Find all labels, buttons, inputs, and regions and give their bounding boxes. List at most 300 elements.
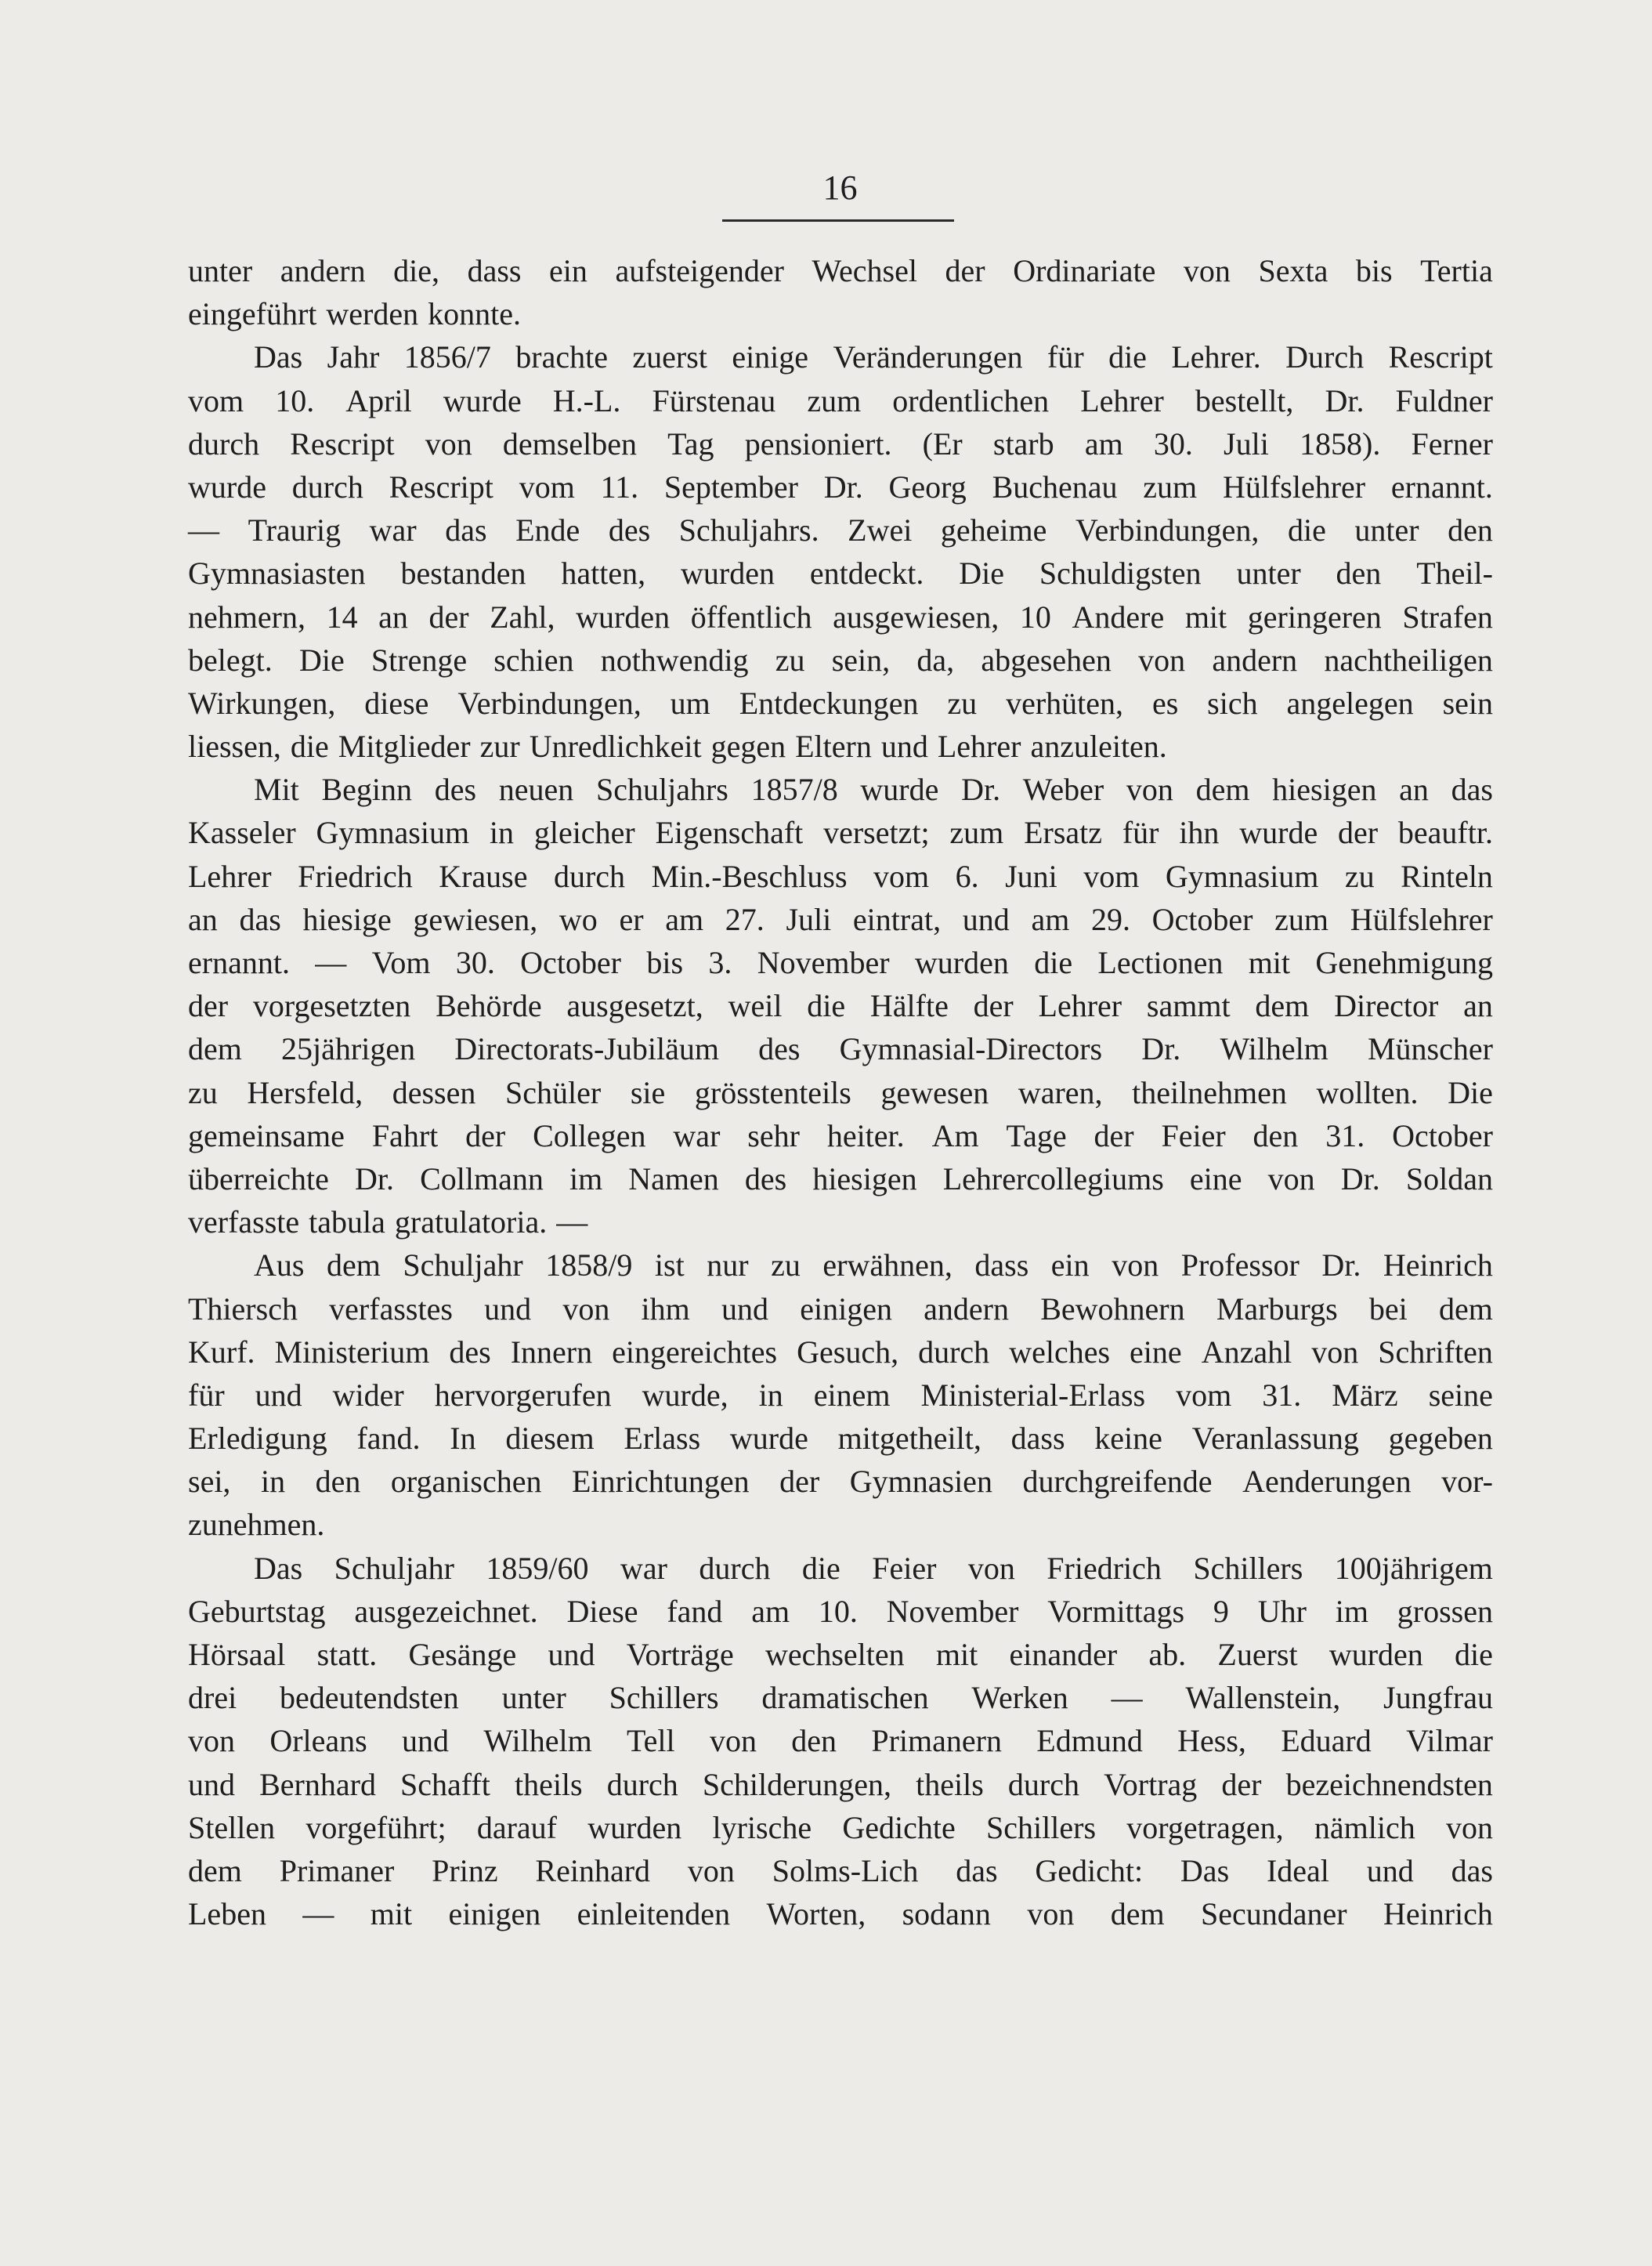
word: Gymnasien: [849, 1464, 992, 1500]
word: 100jährigem: [1334, 1550, 1493, 1586]
word: nachtheiligen: [1324, 642, 1493, 678]
word: eingeführt: [188, 296, 317, 332]
word: Ersatz: [1024, 815, 1103, 851]
word: Heinrich: [1383, 1896, 1493, 1932]
word: diesem: [505, 1421, 595, 1457]
word: Marburgs: [1216, 1290, 1338, 1327]
word: Dr.: [354, 1160, 394, 1196]
word: und: [962, 901, 1010, 937]
word: der: [973, 988, 1014, 1024]
word: im: [569, 1160, 603, 1196]
word: wollten.: [1316, 1074, 1419, 1110]
word: der: [1094, 1117, 1134, 1153]
word: sei,: [188, 1464, 231, 1500]
word: unter: [1236, 556, 1301, 592]
text-line: [188, 379, 1493, 422]
word: wurden: [680, 556, 775, 592]
word: Hess,: [1177, 1723, 1246, 1759]
word: durch: [291, 469, 363, 505]
word: zu: [771, 1247, 801, 1283]
word: Eigenschaft: [655, 815, 804, 851]
word: Eduard: [1281, 1723, 1372, 1759]
word: Gesuch,: [797, 1334, 899, 1370]
word: Schillers: [609, 1680, 719, 1716]
word: gegeben: [1388, 1421, 1493, 1457]
word: Wallenstein,: [1185, 1680, 1341, 1716]
word: Rescript: [389, 469, 493, 505]
word: von: [1027, 1896, 1075, 1932]
word: Bewohnern: [1040, 1290, 1185, 1327]
word: in: [489, 815, 515, 851]
word: bis: [1355, 253, 1393, 288]
word: Beginn: [321, 772, 413, 808]
text-line: [188, 811, 1493, 854]
word: gewiesen,: [413, 901, 538, 937]
word: Lehrercollegiums: [942, 1160, 1164, 1196]
word: dem: [1438, 1290, 1493, 1327]
word: den: [1448, 512, 1493, 548]
word: gratulatoria.: [394, 1204, 548, 1240]
word: Erlass: [624, 1421, 701, 1457]
word: ausgesetzt,: [566, 988, 703, 1024]
word: Soldan: [1405, 1160, 1493, 1196]
word: der: [188, 988, 229, 1024]
word: Hersfeld,: [247, 1074, 363, 1110]
word: das: [239, 901, 281, 937]
word: theilnehmen: [1132, 1074, 1287, 1110]
word: Lectionen: [1097, 945, 1224, 980]
word: entdeckt.: [809, 556, 924, 592]
word: Schuldigsten: [1039, 556, 1202, 592]
word: Lehrer: [1080, 382, 1164, 418]
word: von: [1311, 1334, 1359, 1370]
word: verhüten,: [1006, 685, 1124, 721]
word: 11.: [600, 469, 639, 505]
word: Lehrer: [937, 729, 1021, 765]
word: Gymnasiasten: [188, 556, 366, 592]
word: Juli: [1224, 425, 1269, 462]
word: Aus: [254, 1247, 305, 1283]
word: 10.: [275, 382, 315, 418]
word: Solms-Lich: [772, 1852, 919, 1888]
word: 9: [1213, 1593, 1229, 1629]
word: 1859/60: [486, 1550, 589, 1586]
word: Collegen: [533, 1117, 646, 1153]
word: wurde: [188, 469, 266, 505]
word: hiesige: [302, 901, 392, 937]
word: Reinhard: [535, 1852, 651, 1888]
word: Hülfslehrer: [1350, 901, 1493, 937]
word: anzuleiten.: [1030, 729, 1167, 765]
word: die,: [393, 253, 440, 288]
word: hatten,: [561, 556, 646, 592]
word: Diese: [566, 1593, 638, 1629]
word: vorgesetzten: [252, 988, 411, 1024]
word: Tertia: [1420, 253, 1493, 288]
word: Innern: [510, 1334, 593, 1370]
text-line: [188, 1417, 1493, 1460]
word: dem: [1255, 988, 1310, 1024]
word: Schuljahr: [403, 1247, 523, 1283]
word: Durch: [1285, 339, 1365, 375]
word: dem: [1110, 1896, 1165, 1932]
word: sammt: [1146, 988, 1231, 1024]
word: Schuljahrs: [596, 772, 728, 808]
word: das: [445, 512, 487, 548]
word: die: [807, 988, 846, 1024]
text-line: [188, 1590, 1493, 1633]
word: liessen,: [188, 729, 281, 765]
word: und: [548, 1637, 595, 1672]
word: bestellt,: [1195, 382, 1294, 418]
word: unter: [501, 1680, 566, 1716]
word: 27.: [725, 901, 765, 937]
word: Vortrag: [1104, 1766, 1198, 1802]
word: —: [556, 1204, 588, 1240]
word: Professor: [1180, 1247, 1300, 1283]
word: Veranlassung: [1191, 1421, 1359, 1457]
word: zu: [947, 685, 978, 721]
word: zuerst: [632, 339, 707, 375]
word: statt.: [316, 1637, 378, 1672]
word: vorgeführt;: [305, 1809, 446, 1845]
word: wurden: [914, 945, 1009, 980]
word: —: [315, 945, 347, 980]
text-line: [188, 725, 1493, 768]
word: an: [188, 901, 218, 937]
word: Buchenau: [992, 469, 1118, 505]
word: und: [402, 1723, 450, 1759]
word: bestanden: [400, 556, 526, 592]
word: von: [1112, 1247, 1159, 1283]
word: durch: [918, 1334, 990, 1370]
word: von: [967, 1550, 1015, 1586]
word: theils: [514, 1766, 583, 1802]
word: 6.: [955, 858, 979, 894]
word: Einrichtungen: [572, 1464, 750, 1500]
text-line: [188, 422, 1493, 465]
word: Hörsaal: [188, 1637, 286, 1672]
word: dem: [326, 1247, 381, 1283]
word: von: [1138, 642, 1186, 678]
word: die: [801, 1550, 840, 1586]
word: Strenge: [371, 642, 468, 678]
word: Eltern: [795, 729, 872, 765]
word: Dr.: [1321, 1247, 1361, 1283]
word: am: [1031, 901, 1070, 937]
word: da,: [916, 642, 955, 678]
word: wider: [332, 1377, 404, 1413]
word: versetzt;: [823, 815, 930, 851]
text-line: [188, 1719, 1493, 1762]
word: 1857/8: [750, 772, 838, 808]
word: sein: [1442, 685, 1493, 721]
word: Uhr: [1257, 1593, 1307, 1629]
word: Rescript: [1388, 339, 1493, 375]
word: Dr.: [823, 469, 863, 505]
word: des: [744, 1160, 787, 1196]
word: vom: [519, 469, 575, 505]
word: Friedrich: [298, 858, 413, 894]
word: Fahrt: [371, 1117, 439, 1153]
word: die: [1455, 1637, 1493, 1672]
word: Aenderungen: [1242, 1464, 1412, 1500]
word: unter: [188, 253, 253, 288]
word: Münscher: [1367, 1031, 1493, 1067]
word: Die: [298, 642, 345, 678]
word: Behörde: [436, 988, 542, 1024]
word: beauftr.: [1397, 815, 1493, 851]
text-line: [188, 1849, 1493, 1892]
word: Die: [959, 556, 1004, 592]
text-line: [188, 898, 1493, 941]
word: Wilhelm: [483, 1723, 592, 1759]
text-line: [188, 768, 1493, 811]
word: der: [945, 253, 985, 288]
word: belegt.: [188, 642, 273, 678]
word: Tell: [627, 1723, 675, 1759]
word: 1858/9: [545, 1247, 633, 1283]
word: dem: [188, 1852, 242, 1888]
word: erwähnen,: [822, 1247, 953, 1283]
word: für: [188, 1377, 225, 1413]
text-line: [188, 941, 1493, 984]
text-line: [188, 1460, 1493, 1503]
word: den: [791, 1723, 837, 1759]
word: Collmann: [420, 1160, 544, 1196]
word: Gymnasial-Directors: [839, 1031, 1103, 1067]
word: der: [1338, 815, 1379, 851]
word: zu: [775, 642, 805, 678]
word: wurde: [1239, 815, 1318, 851]
word: 10: [1019, 599, 1051, 635]
word: Wirkungen,: [188, 685, 336, 721]
word: einander: [1009, 1637, 1118, 1672]
word: nur: [707, 1247, 749, 1283]
word: Min.-Beschluss: [651, 858, 848, 894]
word: ein: [549, 253, 587, 288]
word: Unredlichkeit: [529, 729, 702, 765]
word: andern: [280, 253, 366, 288]
word: Hälfte: [869, 988, 949, 1024]
word: bei: [1368, 1290, 1408, 1327]
word: von: [1126, 772, 1173, 808]
word: nothwendig: [600, 642, 749, 678]
word: Feier: [872, 1550, 937, 1586]
word: drei: [188, 1680, 237, 1716]
word: geringeren: [1247, 599, 1382, 635]
word: (Er: [922, 425, 963, 462]
word: Stellen: [188, 1809, 276, 1845]
word: 1858).: [1300, 425, 1381, 462]
word: Edmund: [1036, 1723, 1143, 1759]
word: geheime: [940, 512, 1047, 548]
word: fand.: [356, 1421, 421, 1457]
word: ihm: [641, 1290, 690, 1327]
word: unter: [1354, 512, 1419, 548]
word: Krause: [439, 858, 528, 894]
word: 10.: [818, 1593, 858, 1629]
word: Das: [1180, 1852, 1230, 1888]
word: Thiersch: [188, 1290, 298, 1327]
word: von: [1267, 1160, 1315, 1196]
word: ausgewiesen,: [833, 599, 1000, 635]
word: gegen: [710, 729, 786, 765]
word: Secundaner: [1200, 1896, 1347, 1932]
word: vom: [1083, 858, 1140, 894]
word: gewesen: [880, 1074, 989, 1110]
text-line: [188, 1763, 1493, 1806]
word: war: [673, 1117, 721, 1153]
word: wurden: [587, 1809, 682, 1845]
word: Das: [254, 1550, 303, 1586]
word: Vorträge: [626, 1637, 734, 1672]
text-line: [188, 682, 1493, 725]
word: durch: [1007, 1766, 1079, 1802]
word: mit: [1184, 599, 1227, 635]
word: sehr: [747, 1117, 800, 1153]
word: und: [188, 1766, 235, 1802]
word: ernannt.: [188, 945, 290, 980]
word: Dr.: [1325, 382, 1365, 418]
word: durch: [699, 1550, 771, 1586]
word: Verbindungen,: [457, 685, 642, 721]
word: Werken: [971, 1680, 1068, 1716]
word: 31.: [1262, 1377, 1302, 1413]
text-line: [188, 1287, 1493, 1330]
word: zum: [1274, 901, 1329, 937]
word: zu: [188, 1074, 218, 1110]
word: am: [751, 1593, 790, 1629]
word: pensioniert.: [744, 425, 892, 462]
word: dass: [1010, 1421, 1065, 1457]
word: Gesänge: [408, 1637, 517, 1672]
word: Schillers: [1193, 1550, 1303, 1586]
word: neuen: [498, 772, 574, 808]
word: von: [687, 1852, 735, 1888]
word: heiter.: [826, 1117, 905, 1153]
word: in: [758, 1377, 783, 1413]
text-line: [188, 595, 1493, 639]
word: organischen: [390, 1464, 542, 1500]
word: Veränderungen: [833, 339, 1023, 375]
word: des: [758, 1031, 801, 1067]
word: wurde: [443, 382, 522, 418]
word: Zwei: [848, 512, 913, 548]
word: vom: [1176, 1377, 1232, 1413]
word: sein,: [831, 642, 891, 678]
word: Ordinariate: [1013, 253, 1156, 288]
word: des: [449, 1334, 491, 1370]
word: Dr.: [1141, 1031, 1181, 1067]
word: Juli: [786, 901, 832, 937]
word: Tag: [667, 425, 714, 462]
word: zunehmen.: [188, 1507, 325, 1543]
word: durch: [188, 425, 260, 462]
word: Mit: [254, 772, 299, 808]
word: Traurig: [248, 512, 342, 548]
word: eine: [1189, 1160, 1242, 1196]
word: Jahr: [327, 339, 380, 375]
word: die: [1034, 945, 1073, 980]
word: zur: [479, 729, 520, 765]
word: 29.: [1090, 901, 1130, 937]
word: Orleans: [269, 1723, 367, 1759]
word: einem: [813, 1377, 891, 1413]
word: die: [1108, 339, 1147, 375]
word: Gymnasium: [316, 815, 470, 851]
word: Bernhard: [259, 1766, 376, 1802]
word: Das: [254, 339, 303, 375]
word: dass: [467, 253, 522, 288]
body-text: [188, 249, 1493, 1935]
word: Wilhelm: [1220, 1031, 1328, 1067]
word: durchgreifende: [1022, 1464, 1213, 1500]
word: Ideal: [1266, 1852, 1329, 1888]
word: er: [619, 901, 644, 937]
word: —: [188, 512, 219, 548]
word: Juni: [1005, 858, 1057, 894]
word: Schuljahr: [334, 1550, 454, 1586]
word: und: [255, 1377, 302, 1413]
word: seine: [1428, 1377, 1493, 1413]
word: zum: [949, 815, 1004, 851]
word: In: [450, 1421, 476, 1457]
word: welches: [1009, 1334, 1111, 1370]
word: wurden: [1328, 1637, 1423, 1672]
word: dramatischen: [761, 1680, 929, 1716]
word: 30.: [1153, 425, 1193, 462]
word: diese: [364, 685, 429, 721]
word: einigen: [800, 1290, 892, 1327]
word: Schriften: [1378, 1334, 1493, 1370]
word: ernannt.: [1390, 469, 1493, 505]
word: gemeinsame: [188, 1117, 345, 1153]
word: Vilmar: [1406, 1723, 1493, 1759]
word: Hülfslehrer: [1222, 469, 1366, 505]
word: Rescript: [290, 425, 395, 462]
word: hiesigen: [812, 1160, 917, 1196]
word: Schafft: [400, 1766, 490, 1802]
word: Directorats-Jubiläum: [454, 1031, 719, 1067]
word: Kasseler: [188, 815, 296, 851]
word: verfasste: [188, 1204, 300, 1240]
word: im: [1335, 1593, 1368, 1629]
word: —: [1111, 1680, 1143, 1716]
word: es: [1151, 685, 1179, 721]
word: Zahl,: [490, 599, 555, 635]
word: 25jährigen: [281, 1031, 416, 1067]
text-line: [188, 509, 1493, 552]
text-line: [188, 1114, 1493, 1157]
word: Anzahl: [1201, 1334, 1292, 1370]
word: vom: [188, 382, 244, 418]
word: ihn: [1179, 815, 1220, 851]
word: andern: [924, 1290, 1009, 1327]
word: fand: [667, 1593, 723, 1629]
word: 30.: [455, 945, 495, 980]
word: von: [425, 425, 472, 462]
word: Schüler: [505, 1074, 602, 1110]
word: von: [709, 1723, 757, 1759]
word: nehmern,: [188, 599, 305, 635]
word: überreichte: [188, 1160, 329, 1196]
word: Lehrer.: [1171, 339, 1261, 375]
word: am: [1084, 425, 1123, 462]
word: Jungfrau: [1383, 1680, 1493, 1716]
word: der: [465, 1117, 506, 1153]
word: theils: [916, 1766, 984, 1802]
